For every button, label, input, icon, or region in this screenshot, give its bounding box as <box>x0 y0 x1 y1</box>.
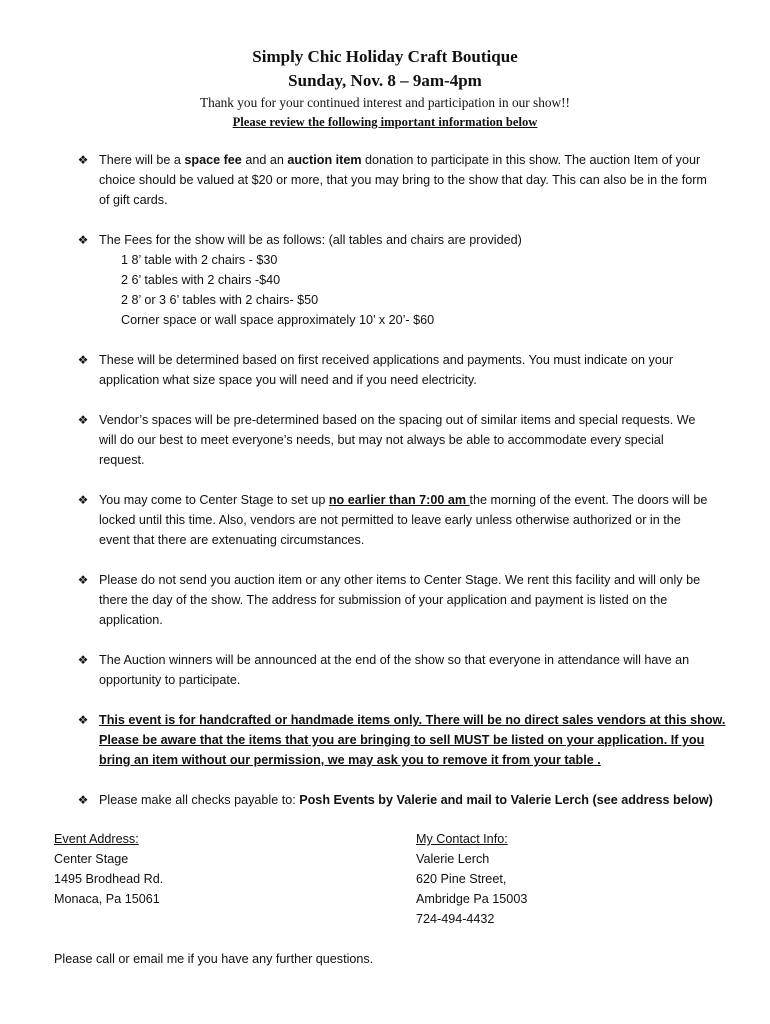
bullet-diamond-icon: ❖ <box>77 153 89 167</box>
bullet-diamond-icon: ❖ <box>77 493 89 507</box>
text-line: This event is for handcrafted or handmade items only. There will be no direct sales vendors at this show. <box>99 713 726 727</box>
text: and an <box>241 153 288 167</box>
text-line: These will be determined based on first received applications and payments. You must indicate on your <box>99 353 674 367</box>
payee-emphasis: Posh Events by Valerie and mail to Valerie Lerch (see address below) <box>299 793 713 807</box>
review-notice: Please review the following important information below <box>232 115 538 129</box>
text-line: Please do not send you auction item or any other items to Center Stage. We rent this facility and will only be <box>99 573 701 587</box>
setup-time-emphasis: no earlier than 7:00 am <box>328 493 470 507</box>
contact-info-heading: My Contact Info: <box>416 832 508 846</box>
text-line: application what size space you will need and if you need electricity. <box>99 373 477 387</box>
fee-item: 2 8’ or 3 6’ tables with 2 chairs- $50 <box>121 293 319 307</box>
bullet-diamond-icon: ❖ <box>77 573 89 587</box>
bullet-text <box>99 350 719 390</box>
fee-item: 2 6’ tables with 2 chairs -$40 <box>121 273 281 287</box>
bullet-diamond-icon: ❖ <box>77 653 89 667</box>
text: There will be a <box>99 153 185 167</box>
bullet-text <box>99 490 719 550</box>
text-line: there the day of the show. The address for submission of your application and payment is listed on the <box>99 593 668 607</box>
event-date: Sunday, Nov. 8 – 9am-4pm <box>288 71 482 90</box>
text-line: locked until this time. Also, vendors are not permitted to leave early unless otherwise authorized or in the <box>99 513 681 527</box>
fee-item: 1 8’ table with 2 chairs - $30 <box>121 253 278 267</box>
bullet-text <box>99 650 719 690</box>
bullet-text <box>99 410 719 470</box>
contact-line: Ambridge Pa 15003 <box>416 892 528 906</box>
bullet-text <box>99 150 719 210</box>
bullet-diamond-icon: ❖ <box>77 793 89 807</box>
text-line: of gift cards. <box>99 193 168 207</box>
address-line: 1495 Brodhead Rd. <box>54 872 164 886</box>
text: You may come to Center Stage to set up <box>99 493 329 507</box>
text-line: opportunity to participate. <box>99 673 241 687</box>
text-line: request. <box>99 453 145 467</box>
thank-you-line: Thank you for your continued interest and participation in our show!! <box>199 95 570 110</box>
address-line: Monaca, Pa 15061 <box>54 892 160 906</box>
auction-item-emphasis: auction item <box>287 153 362 167</box>
text-line: bring an item without our permission, we may ask you to remove it from your table . <box>99 753 601 767</box>
text: the morning of the event. The doors will be <box>469 493 708 507</box>
bullet-text <box>99 230 719 250</box>
closing-note: Please call or email me if you have any further questions. <box>54 952 374 966</box>
contact-line: 620 Pine Street, <box>416 872 507 886</box>
event-address <box>54 829 163 909</box>
text-line: Please be aware that the items that you are bringing to sell MUST be listed on your application. If you <box>99 733 705 747</box>
bullet-diamond-icon: ❖ <box>77 353 89 367</box>
text: donation to participate in this show. The auction Item of your <box>361 153 701 167</box>
contact-info <box>416 829 527 929</box>
text-line: event that there are extenuating circumstances. <box>99 533 365 547</box>
text-line: The Auction winners will be announced at the end of the show so that everyone in attendance will have an <box>99 653 690 667</box>
document-title: Simply Chic Holiday Craft Boutique <box>252 47 518 66</box>
text-line: choice should be valued at $20 or more, that you may bring to the show that day. This can also be in the form <box>99 173 707 187</box>
contact-phone: 724-494-4432 <box>416 912 495 926</box>
text-line: Vendor’s spaces will be pre-determined based on the spacing out of similar items and special requests. We <box>99 413 696 427</box>
fee-item: Corner space or wall space approximately 10’ x 20’- $60 <box>121 313 435 327</box>
bullet-diamond-icon: ❖ <box>77 233 89 247</box>
event-address-heading: Event Address: <box>54 832 139 846</box>
text: Please make all checks payable to: <box>99 793 300 807</box>
bullet-text <box>99 790 719 810</box>
bullet-text <box>99 710 726 770</box>
fees-intro: The Fees for the show will be as follows: (all tables and chairs are provided) <box>99 233 522 247</box>
space-fee-emphasis: space fee <box>184 153 242 167</box>
address-line: Center Stage <box>54 852 129 866</box>
bullet-diamond-icon: ❖ <box>77 413 89 427</box>
bullet-text <box>99 570 719 630</box>
bullet-diamond-icon: ❖ <box>77 713 89 727</box>
contact-line: Valerie Lerch <box>416 852 490 866</box>
text-line: application. <box>99 613 163 627</box>
text-line: will do our best to meet everyone’s needs, but may not always be able to accommodate every special <box>99 433 664 447</box>
